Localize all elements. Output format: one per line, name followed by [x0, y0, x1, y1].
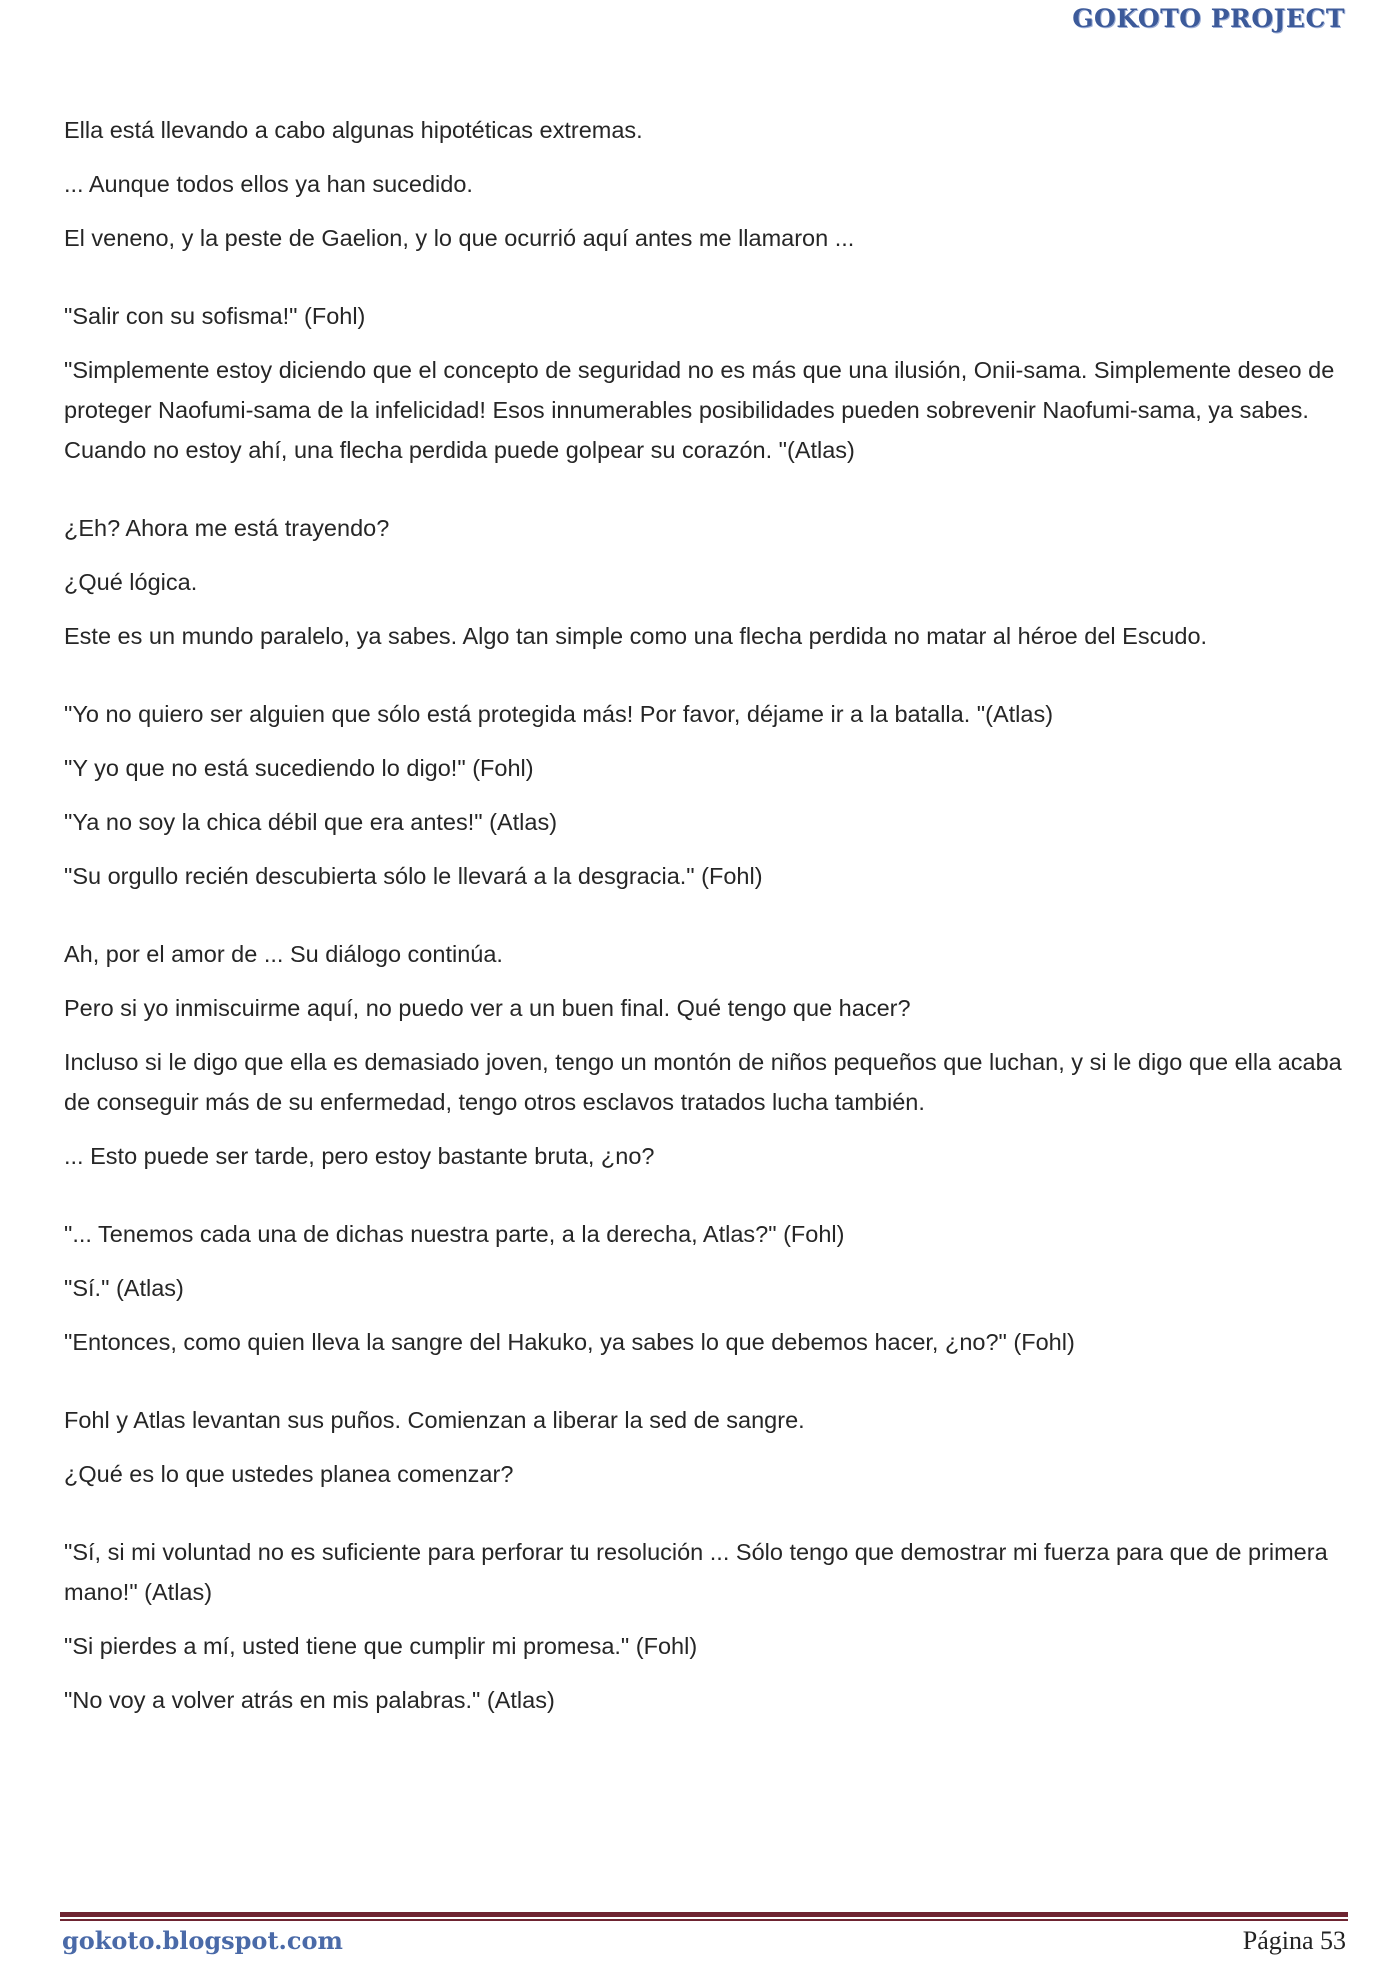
paragraph: Ah, por el amor de ... Su diálogo continúa.	[64, 941, 503, 967]
footer-divider-thick	[60, 1912, 1348, 1917]
footer-page-number: Página 53	[1242, 1926, 1346, 1955]
paragraph: El veneno, y la peste de Gaelion, y lo que ocurrió aquí antes me llamaron ...	[64, 225, 855, 251]
paragraph: ... Esto puede ser tarde, pero estoy bastante bruta, ¿no?	[64, 1143, 655, 1169]
paragraph: Pero si yo inmiscuirme aquí, no puedo ver a un buen final. Qué tengo que hacer?	[64, 995, 911, 1021]
paragraph: Fohl y Atlas levantan sus puños. Comienzan a liberar la sed de sangre.	[64, 1407, 805, 1433]
paragraph: "No voy a volver atrás en mis palabras." (Atlas)	[64, 1687, 555, 1713]
footer-divider-thin	[60, 1919, 1348, 1921]
paragraph: "Sí, si mi voluntad no es suficiente para perforar tu resolución ... Sólo tengo que demostrar mi fuerza para que de primera mano!" (Atlas)	[64, 1539, 1328, 1605]
paragraph: "... Tenemos cada una de dichas nuestra parte, a la derecha, Atlas?" (Fohl)	[64, 1221, 845, 1247]
paragraph: "Simplemente estoy diciendo que el concepto de seguridad no es más que una ilusión, Onii-sama. Simplemente deseo de proteger Naofumi-sama de la infelicidad! Esos innumerables posibilidades pueden sobrevenir Naofumi-sama, ya sabes. Cuando no estoy ahí, una flecha perdida puede golpear su corazón. "(Atlas)	[64, 357, 1335, 463]
paragraph: "Ya no soy la chica débil que era antes!" (Atlas)	[64, 809, 558, 835]
footer-site-link[interactable]: gokoto.blogspot.com	[62, 1926, 343, 1955]
paragraph: "Sí." (Atlas)	[64, 1275, 184, 1301]
paragraph: ¿Eh? Ahora me está trayendo?	[64, 515, 390, 541]
paragraph: "Yo no quiero ser alguien que sólo está protegida más! Por favor, déjame ir a la batalla. "(Atlas)	[64, 701, 1054, 727]
paragraph: "Y yo que no está sucediendo lo digo!" (Fohl)	[64, 755, 534, 781]
paragraph: ... Aunque todos ellos ya han sucedido.	[64, 171, 473, 197]
body-text	[64, 110, 1344, 1734]
paragraph: "Entonces, como quien lleva la sangre del Hakuko, ya sabes lo que debemos hacer, ¿no?" (Fohl)	[64, 1329, 1075, 1355]
paragraph: Incluso si le digo que ella es demasiado joven, tengo un montón de niños pequeños que luchan, y si le digo que ella acaba de conseguir más de su enfermedad, tengo otros esclavos tratados lucha también.	[64, 1049, 1342, 1115]
header-brand-logo: GOKOTO PROJECT	[1072, 4, 1345, 33]
paragraph: Este es un mundo paralelo, ya sabes. Algo tan simple como una flecha perdida no matar al héroe del Escudo.	[64, 623, 1208, 649]
paragraph: Ella está llevando a cabo algunas hipotéticas extremas.	[64, 117, 643, 143]
paragraph: "Salir con su sofisma!" (Fohl)	[64, 303, 366, 329]
paragraph: "Su orgullo recién descubierta sólo le llevará a la desgracia." (Fohl)	[64, 863, 763, 889]
footer-divider	[60, 1912, 1348, 1922]
paragraph: ¿Qué lógica.	[64, 569, 198, 595]
paragraph: "Si pierdes a mí, usted tiene que cumplir mi promesa." (Fohl)	[64, 1633, 698, 1659]
paragraph: ¿Qué es lo que ustedes planea comenzar?	[64, 1461, 514, 1487]
